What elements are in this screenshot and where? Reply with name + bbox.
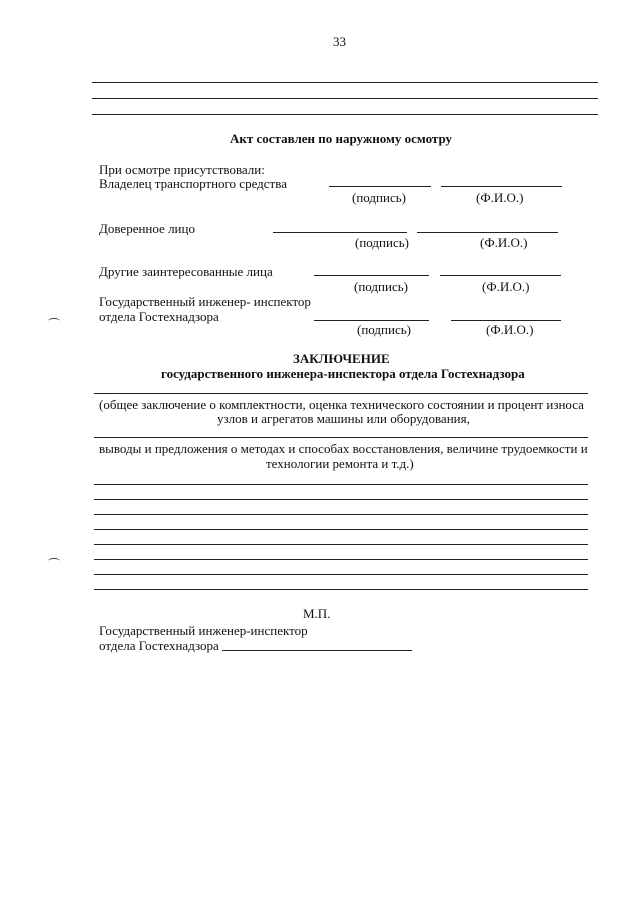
page-number: 33 [333, 34, 346, 49]
blank-line [92, 114, 598, 115]
trustee-name-caption: (Ф.И.О.) [480, 235, 528, 250]
interested-name-caption: (Ф.И.О.) [482, 279, 530, 294]
conclusion-hint-2-line1: выводы и предложения о методах и способах восстановления, величине трудоемкости и [99, 441, 588, 456]
owner-label: Владелец транспортного средства [99, 176, 287, 191]
trustee-signature-line [273, 232, 407, 233]
conclusion-subtitle: государственного инженера-инспектора отдела Гостехнадзора [161, 366, 525, 381]
interested-name-line [440, 275, 561, 276]
owner-signature-caption: (подпись) [352, 190, 406, 205]
owner-name-line [441, 186, 562, 187]
conclusion-line [94, 574, 588, 575]
inspector-label-line2: отдела Гостехнадзора [99, 309, 219, 324]
trustee-signature-caption: (подпись) [355, 235, 409, 250]
owner-signature-line [329, 186, 431, 187]
owner-name-caption: (Ф.И.О.) [476, 190, 524, 205]
blank-line [92, 82, 598, 83]
conclusion-hint-1-line2: узлов и агрегатов машины или оборудования, [217, 411, 470, 426]
inspector-name-caption: (Ф.И.О.) [486, 322, 534, 337]
inspector-signature-caption: (подпись) [357, 322, 411, 337]
conclusion-line [94, 544, 588, 545]
interested-signature-line [314, 275, 429, 276]
binder-hole-mark [48, 558, 60, 564]
act-heading: Акт составлен по наружному осмотру [230, 131, 453, 146]
interested-parties-label: Другие заинтересованные лица [99, 264, 273, 279]
conclusion-line [94, 559, 588, 560]
conclusion-line [94, 393, 588, 394]
conclusion-hint-1-line1: (общее заключение о комплектности, оценка технического состоянии и процент износа [99, 397, 584, 412]
conclusion-line [94, 529, 588, 530]
inspector-label-line1: Государственный инженер- инспектор [99, 294, 311, 309]
trustee-name-line [417, 232, 558, 233]
trustee-label: Доверенное лицо [99, 221, 195, 236]
conclusion-line [94, 437, 588, 438]
conclusion-title: ЗАКЛЮЧЕНИЕ [293, 351, 390, 366]
inspector-name-line [451, 320, 561, 321]
final-inspector-line1: Государственный инженер-инспектор [99, 623, 308, 638]
blank-line [92, 98, 598, 99]
conclusion-hint-2-line2: технологии ремонта и т.д.) [266, 456, 414, 471]
conclusion-line [94, 499, 588, 500]
final-signature-line [222, 650, 412, 651]
final-inspector-line2: отдела Гостехнадзора [99, 638, 219, 653]
conclusion-line [94, 589, 588, 590]
inspector-signature-line [314, 320, 429, 321]
stamp-label: М.П. [303, 606, 331, 621]
conclusion-line [94, 484, 588, 485]
present-label: При осмотре присутствовали: [99, 162, 265, 177]
interested-signature-caption: (подпись) [354, 279, 408, 294]
conclusion-line [94, 514, 588, 515]
binder-hole-mark [48, 318, 60, 324]
